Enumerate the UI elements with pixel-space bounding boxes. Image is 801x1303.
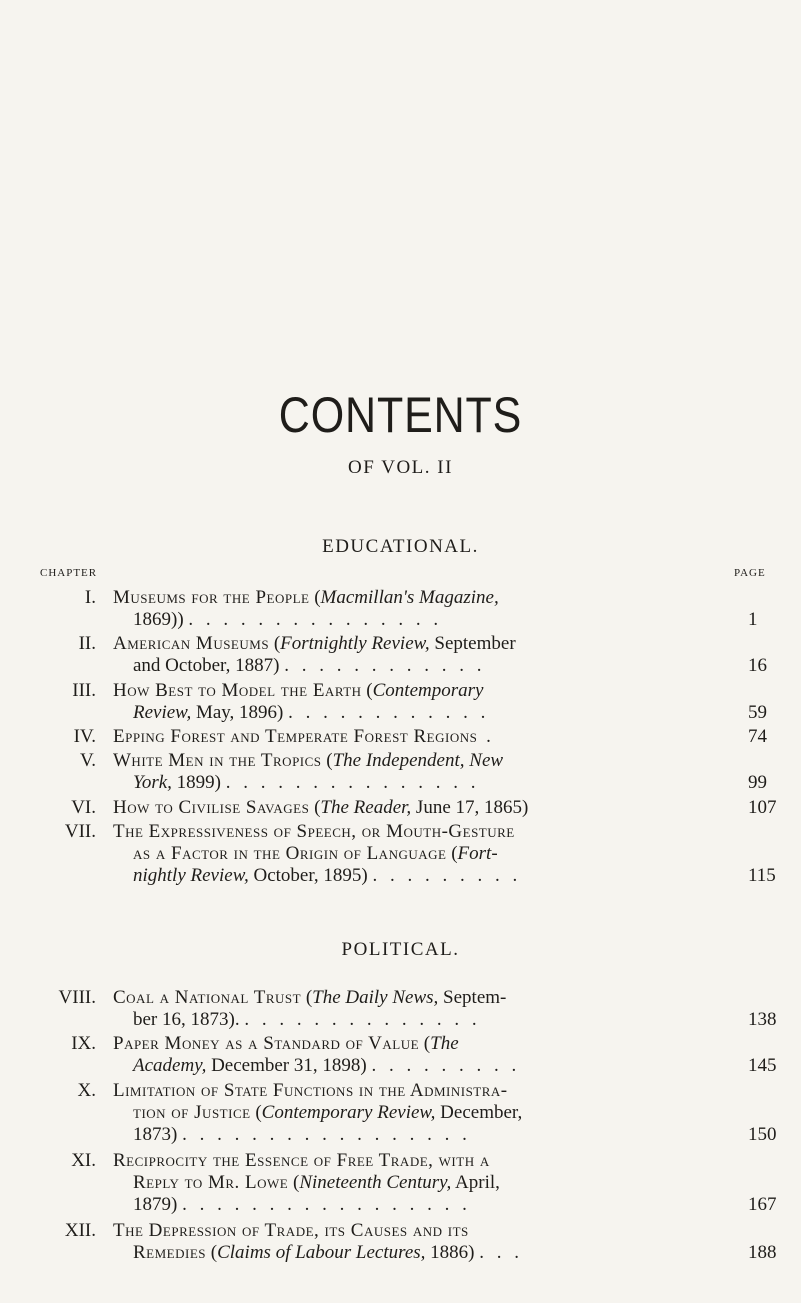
page-number: 115 — [748, 865, 776, 886]
page-title: CONTENTS — [278, 387, 523, 443]
entry-title: Coal a National Trust (The Daily News, Septem- ber 16, 1873). . . . . . . . . . . . . . . — [113, 987, 507, 1030]
page-number: 188 — [748, 1242, 777, 1263]
chapter-number: III. — [72, 680, 96, 701]
chapter-number: VIII. — [58, 987, 96, 1008]
chapter-column-label: CHAPTER — [40, 567, 98, 579]
page-subtitle: OF VOL. II — [348, 457, 453, 478]
entry-title: Reciprocity the Essence of Free Trade, with a Reply to Mr. Lowe (Nineteenth Century, April, 1879) . . . . . . . . . . . . . . . . . — [113, 1150, 500, 1215]
page-number: 150 — [748, 1124, 777, 1145]
entry-title: How to Civilise Savages (The Reader, June 17, 1865) — [113, 797, 529, 818]
section-heading-educational: EDUCATIONAL. — [322, 536, 479, 557]
entry-title: How Best to Model the Earth (Contemporary Review, May, 1896) . . . . . . . . . . . . — [113, 680, 490, 723]
page-number: 107 — [748, 797, 777, 818]
page-column-label: PAGE — [734, 567, 766, 579]
chapter-number: IX. — [71, 1033, 96, 1054]
chapter-number: VI. — [71, 797, 96, 818]
page-number: 167 — [748, 1194, 777, 1215]
section-heading-political: POLITICAL. — [341, 939, 460, 960]
entry-title: White Men in the Tropics (The Independent, New York, 1899) . . . . . . . . . . . . . . . — [113, 750, 504, 793]
chapter-number: VII. — [64, 821, 96, 842]
chapter-number: I. — [84, 587, 96, 608]
entry-title: Paper Money as a Standard of Value (The Academy, December 31, 1898) . . . . . . . . . — [113, 1033, 521, 1076]
chapter-number: XII. — [64, 1220, 96, 1241]
chapter-number: XI. — [71, 1150, 96, 1171]
page-number: 16 — [748, 655, 767, 676]
page-number: 1 — [748, 609, 758, 630]
chapter-number: II. — [78, 633, 96, 654]
entry-title: The Expressiveness of Speech, or Mouth-Gesture as a Factor in the Origin of Language (Fort- nightly Review, October, 1895) . . . . . . . . . — [113, 821, 522, 886]
entry-title: American Museums (Fortnightly Review, September and October, 1887) . . . . . . . . . . . . — [113, 633, 516, 676]
entry-title: The Depression of Trade, its Causes and its Remedies (Claims of Labour Lectures, 1886) . . . — [113, 1220, 523, 1263]
chapter-number: V. — [79, 750, 96, 771]
page-number: 74 — [748, 726, 767, 747]
page-number: 145 — [748, 1055, 777, 1076]
page-number: 138 — [748, 1009, 777, 1030]
entry-title: Museums for the People (Macmillan's Magazine, 1869)) . . . . . . . . . . . . . . . — [113, 587, 499, 630]
page-number: 99 — [748, 772, 767, 793]
chapter-number: X. — [77, 1080, 96, 1101]
page-number: 59 — [748, 702, 767, 723]
entry-title: Epping Forest and Temperate Forest Regions . — [113, 726, 495, 747]
chapter-number: IV. — [73, 726, 96, 747]
entry-title: Limitation of State Functions in the Administra- tion of Justice (Contemporary Review, December, 1873) . . . . . . . . . . . . . . . . . — [113, 1080, 523, 1145]
